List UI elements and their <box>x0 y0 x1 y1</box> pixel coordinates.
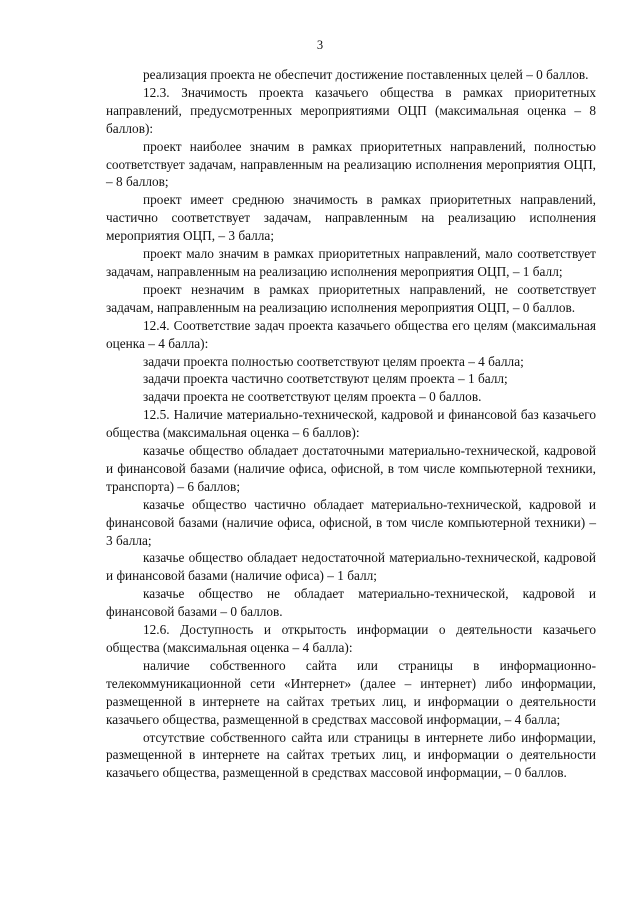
page-number: 3 <box>316 38 324 52</box>
paragraph: отсутствие собственного сайта или страницы в интернете либо информации, размещенной в интернете на сайтах третьих лиц, и информации о деятельности казачьего общества, размещенной в средствах массовой информации, – 0 баллов. <box>106 729 596 781</box>
paragraph: 12.3. Значимость проекта казачьего общества в рамках приоритетных направлений, предусмотренных мероприятиями ОЦП (максимальная оценка – 8 баллов): <box>106 84 596 136</box>
paragraph: проект имеет среднюю значимость в рамках приоритетных направлений, частично соответствует задачам, направленным на реализацию исполнения мероприятия ОЦП, – 3 балла; <box>106 192 596 244</box>
paragraph: наличие собственного сайта или страницы в информационно-телекоммуникационной сети «Интернет» (далее – интернет) либо информации, размещенной в интернете на сайтах третьих лиц, и информации о деятельности казачьего общества, размещенной в средствах массовой информации, – 4 балла; <box>106 657 596 727</box>
paragraph: реализация проекта не обеспечит достижение поставленных целей – 0 баллов. <box>143 67 589 82</box>
paragraph: казачье общество обладает достаточными материально-технической, кадровой и финансовой базами (наличие офиса, офисной, в том числе компьютерной техники, транспорта) – 6 баллов; <box>106 443 596 494</box>
paragraph: 12.4. Соответствие задач проекта казачьего общества его целям (максимальная оценка – 4 балла): <box>106 317 596 351</box>
paragraph: задачи проекта полностью соответствуют целям проекта – 4 балла; <box>143 353 524 369</box>
paragraph: проект незначим в рамках приоритетных направлений, не соответствует задачам, направленным на реализацию исполнения мероприятия ОЦП, – 0 баллов. <box>106 281 596 315</box>
paragraph: 12.6. Доступность и открытость информации о деятельности казачьего общества (максимальная оценка – 4 балла): <box>106 622 596 655</box>
paragraph: казачье общество обладает недостаточной материально-технической, кадровой и финансовой базами (наличие офиса) – 1 балл; <box>106 550 596 584</box>
paragraph: 12.5. Наличие материально-технической, кадровой и финансовой баз казачьего общества (максимальная оценка – 6 баллов): <box>106 407 596 441</box>
paragraph: задачи проекта не соответствуют целям проекта – 0 баллов. <box>143 389 482 405</box>
document-body <box>106 66 596 782</box>
paragraph: казачье общество частично обладает материально-технической, кадровой и финансовой базами (наличие офиса, офисной, в том числе компьютерной техники) – 3 балла; <box>106 496 596 548</box>
paragraph: проект наиболее значим в рамках приоритетных направлений, полностью соответствует задачам, направленным на реализацию исполнения мероприятия ОЦП, – 8 баллов; <box>106 138 596 190</box>
paragraph: задачи проекта частично соответствуют целям проекта – 1 балл; <box>143 371 508 387</box>
paragraph: казачье общество не обладает материально-технической, кадровой и финансовой базами – 0 баллов. <box>106 586 596 620</box>
paragraph: проект мало значим в рамках приоритетных направлений, мало соответствует задачам, направленным на реализацию исполнения мероприятия ОЦП, – 1 балл; <box>106 246 596 279</box>
